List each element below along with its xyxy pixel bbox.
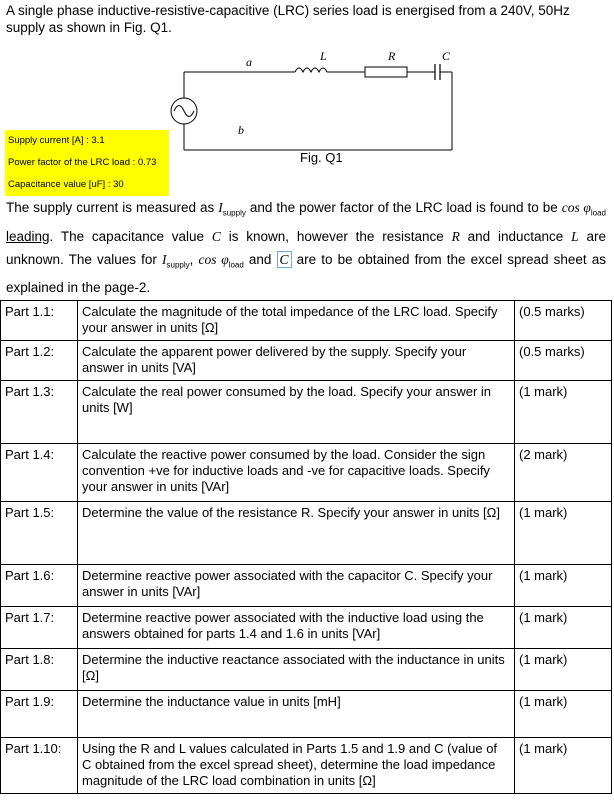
- question-text: Calculate the magnitude of the total impedance of the LRC load. Specify your answer in units [Ω]: [78, 301, 515, 341]
- question-text: Calculate the real power consumed by the load. Specify your answer in units [W]: [78, 381, 515, 444]
- subscript-supply-2: supply: [166, 260, 190, 270]
- marks-value: (1 mark): [515, 607, 612, 649]
- figure-caption: Fig. Q1: [300, 150, 343, 165]
- table-row: [1, 565, 612, 607]
- table-row: [1, 341, 612, 381]
- intro-line-2: supply as shown in Fig. Q1.: [6, 20, 172, 35]
- table-row: [1, 649, 612, 691]
- para-text-5: and inductance: [467, 228, 564, 244]
- part-label: Part 1.6:: [1, 565, 78, 607]
- table-row: [1, 444, 612, 502]
- para-text-7: and: [248, 251, 272, 267]
- para-text-1: The supply current is measured as: [6, 200, 215, 215]
- marks-value: (1 mark): [515, 691, 612, 738]
- leading-word: leading: [6, 228, 50, 244]
- subscript-supply: supply: [222, 208, 246, 218]
- problem-description: The supply current is measured as $I_{supply}$ and the power factor of the LRC load is found to be $\cos \varphi_{load}$ leading. The capacitance value C is known, however the resistance R and inductance L are unknown. The values for $I_{supply}$, $\cos \varphi_{load}$ and C are to be obtained from the excel spread sheet as explained in the page-2.: [6, 200, 606, 296]
- node-a-label: a: [246, 55, 252, 69]
- marks-value: (1 mark): [515, 381, 612, 444]
- highlighted-values: [5, 130, 169, 196]
- question-text: Calculate the apparent power delivered by the supply. Specify your answer in units [VA]: [78, 341, 515, 381]
- inductor-icon: [295, 68, 327, 72]
- part-label: Part 1.9:: [1, 691, 78, 738]
- symbol-i-supply-2: I: [162, 251, 167, 267]
- questions-table: [0, 300, 612, 794]
- capacitance-value: Capacitance value [uF] : 30: [8, 179, 124, 190]
- table-row: [1, 502, 612, 565]
- para-text-3: . The capacitance value: [49, 228, 205, 244]
- symbol-l: L: [571, 228, 579, 244]
- question-text: Determine the value of the resistance R. Specify your answer in units [Ω]: [78, 502, 515, 565]
- para-text-6: are unknown. The values for: [6, 228, 606, 267]
- marks-value: (0.5 marks): [515, 341, 612, 381]
- intro-line-1: A single phase inductive-resistive-capacitive (LRC) series load is energised from a 240V, 50Hz: [6, 3, 570, 18]
- table-row: [1, 381, 612, 444]
- symbol-r: R: [451, 228, 460, 244]
- marks-value: (0.5 marks): [515, 301, 612, 341]
- part-label: Part 1.4:: [1, 444, 78, 502]
- question-text: Determine reactive power associated with the capacitor C. Specify your answer in units [VAr]: [78, 565, 515, 607]
- marks-value: (1 mark): [515, 502, 612, 565]
- table-row: [1, 738, 612, 794]
- para-text-4: is known, however the resistance: [228, 228, 444, 244]
- power-factor-value: Power factor of the LRC load : 0.73: [8, 157, 157, 168]
- symbol-c-2: C: [277, 251, 292, 268]
- circuit-diagram: [160, 40, 460, 160]
- part-label: Part 1.5:: [1, 502, 78, 565]
- marks-value: (1 mark): [515, 565, 612, 607]
- resistor-icon: [365, 67, 407, 77]
- part-label: Part 1.10:: [1, 738, 78, 794]
- part-label: Part 1.7:: [1, 607, 78, 649]
- para-text-2: and the power factor of the LRC load is found to be: [249, 200, 558, 215]
- question-text: Using the R and L values calculated in Parts 1.5 and 1.9 and C (value of C obtained from the excel spread sheet), determine the load impedance magnitude of the LRC load combination in units [Ω]: [78, 738, 515, 794]
- question-text: Calculate the reactive power consumed by the load. Consider the sign convention +ve for inductive loads and -ve for capacitive loads. Specify your answer in units [VAr]: [78, 444, 515, 502]
- question-text: Determine the inductance value in units [mH]: [78, 691, 515, 738]
- supply-current-value: Supply current [A] : 3.1: [8, 135, 105, 146]
- marks-value: (2 mark): [515, 444, 612, 502]
- subscript-load: load: [590, 208, 606, 218]
- intro-text: [6, 2, 606, 36]
- table-row: [1, 301, 612, 341]
- table-row: [1, 691, 612, 738]
- table-row: [1, 607, 612, 649]
- question-text: Determine reactive power associated with the inductive load using the answers obtained for parts 1.4 and 1.6 in units [VAr]: [78, 607, 515, 649]
- inductor-label: L: [320, 49, 327, 63]
- sine-wave-icon: [174, 106, 194, 117]
- marks-value: (1 mark): [515, 738, 612, 794]
- para-text-8: are to be obtained from the excel spread sheet as explained in the page-2.: [6, 251, 606, 296]
- subscript-load-2: load: [228, 260, 244, 270]
- part-label: Part 1.2:: [1, 341, 78, 381]
- capacitor-label: C: [442, 49, 451, 63]
- symbol-c: C: [211, 228, 221, 244]
- part-label: Part 1.8:: [1, 649, 78, 691]
- symbol-cos-phi-2: cos φ: [198, 251, 229, 267]
- symbol-cos-phi: cos φ: [561, 200, 591, 215]
- question-text: Determine the inductive reactance associated with the inductance in units [Ω]: [78, 649, 515, 691]
- node-b-label: b: [238, 123, 244, 137]
- resistor-label: R: [388, 49, 396, 63]
- part-label: Part 1.3:: [1, 381, 78, 444]
- marks-value: (1 mark): [515, 649, 612, 691]
- part-label: Part 1.1:: [1, 301, 78, 341]
- symbol-i-supply: I: [218, 200, 223, 215]
